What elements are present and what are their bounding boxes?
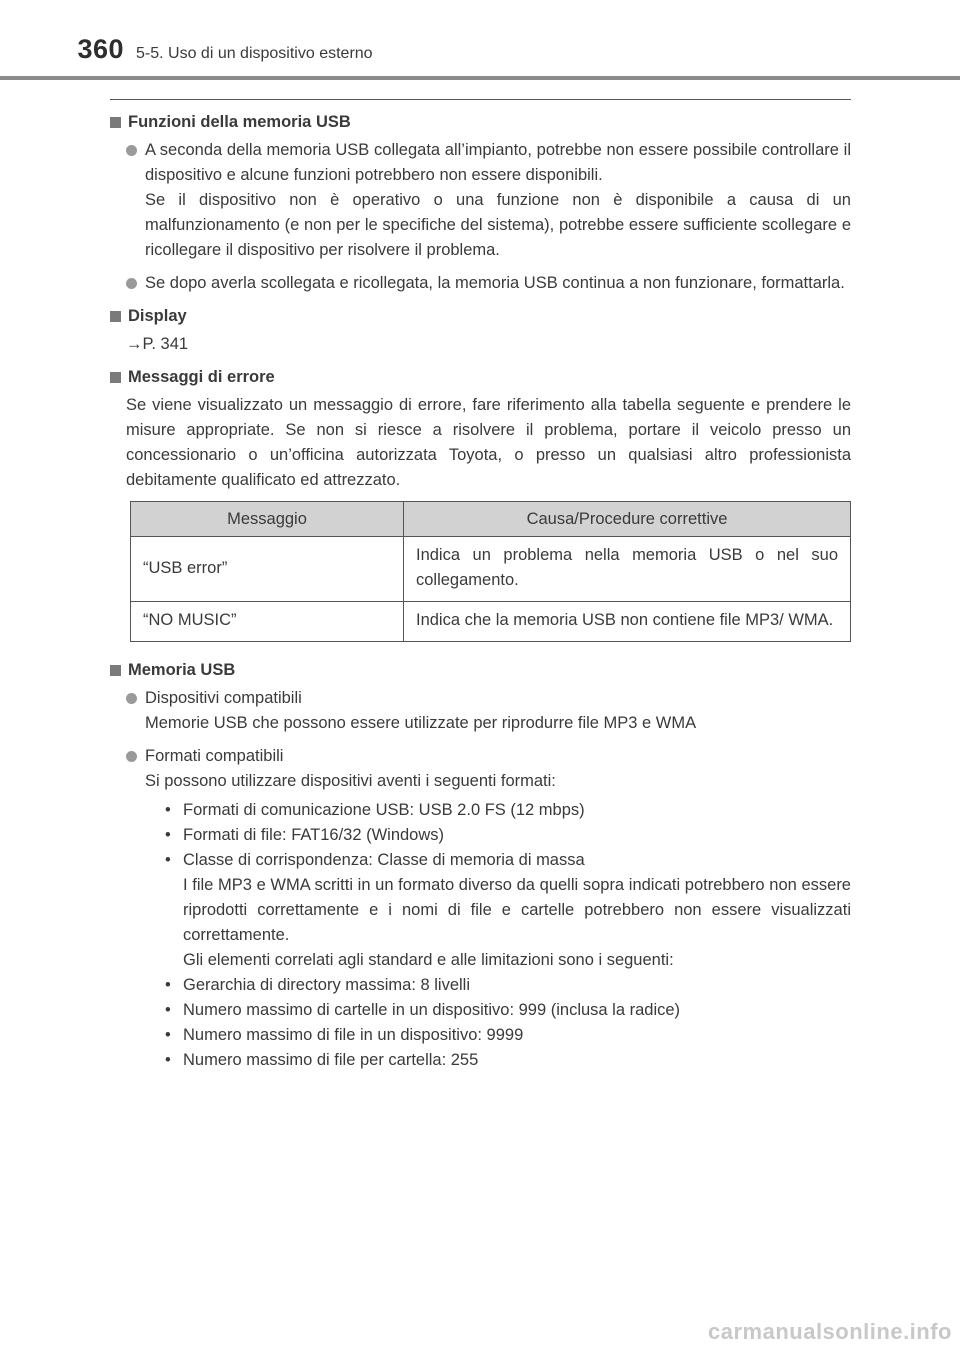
page-content xyxy=(110,110,851,1081)
square-bullet-icon xyxy=(110,311,121,322)
bullet-item xyxy=(110,744,851,1073)
bullet-text: Se dopo averla scollegata e ricollegata, la memoria USB continua a non funzionare, formattarla. xyxy=(145,274,845,292)
section-display xyxy=(110,304,851,357)
table-header-row xyxy=(131,502,851,537)
circle-bullet-icon xyxy=(126,751,137,762)
list-item: • Numero massimo di file in un dispositivo: 9999 xyxy=(165,1026,524,1044)
list-item: • Gerarchia di directory massima: 8 livelli xyxy=(165,976,471,994)
square-bullet-icon xyxy=(110,372,121,383)
page-header xyxy=(0,0,960,80)
bullet-text: A seconda della memoria USB collegata all’impianto, potrebbe non essere possibile controllare il dispositivo e alcune funzioni potrebbero non essere disponibili. xyxy=(145,141,851,184)
list-item: • Formati di file: FAT16/32 (Windows) xyxy=(165,826,445,844)
circle-bullet-icon xyxy=(126,145,137,156)
section-title: Memoria USB xyxy=(128,661,236,679)
list-item: • Numero massimo di cartelle in un dispositivo: 999 (inclusa la radice) xyxy=(165,1001,681,1019)
bullet-item xyxy=(110,271,851,296)
bullet-item xyxy=(110,686,851,736)
bullet-text: Se il dispositivo non è operativo o una funzione non è disponibile a causa di un malfunzionamento (e non per le specifiche del sistema), potrebbe essere sufficiente scollegare e ricollegare il dispositivo per risolvere il problema. xyxy=(145,191,851,259)
list-note: Gli elementi correlati agli standard e alle limitazioni sono i seguenti: xyxy=(183,951,674,969)
section-heading xyxy=(110,658,851,683)
table-cell: Indica che la memoria USB non contiene file MP3/ WMA. xyxy=(404,602,851,642)
section-heading xyxy=(110,304,851,329)
list-note: I file MP3 e WMA scritti in un formato diverso da quelli sopra indicati potrebbero non essere riprodotti correttamente e i nomi di file e cartelle potrebbero non essere visualizzati correttamente. xyxy=(183,876,851,944)
chapter-title: 5-5. Uso di un dispositivo esterno xyxy=(136,45,373,62)
bullet-title: Formati compatibili xyxy=(145,747,284,765)
table-cell: Indica un problema nella memoria USB o nel suo collegamento. xyxy=(404,537,851,602)
watermark: carmanualsonline.info xyxy=(708,1319,952,1344)
content-top-divider xyxy=(110,99,851,100)
header-divider xyxy=(0,76,960,80)
page-number: 360 xyxy=(77,34,124,64)
section-funzioni xyxy=(110,110,851,296)
column-header: Causa/Procedure correttive xyxy=(404,502,851,537)
table-row xyxy=(131,537,851,602)
section-heading xyxy=(110,110,851,135)
section-heading xyxy=(110,365,851,390)
body-paragraph: Se viene visualizzato un messaggio di errore, fare riferimento alla tabella seguente e prendere le misure appropriate. Se non si riesce a risolvere il problema, portare il veicolo presso un concessionario o un’officina autorizzata Toyota, o presso un qualsiasi altro professionista debitamente qualificato ed attrezzato. xyxy=(126,396,851,489)
bullet-text: Memorie USB che possono essere utilizzate per riprodurre file MP3 e WMA xyxy=(145,714,697,732)
bullet-text: Si possono utilizzare dispositivi aventi i seguenti formati: xyxy=(145,772,556,790)
list-item: • Classe di corrispondenza: Classe di memoria di massa I file MP3 e WMA scritti in un formato diverso da quelli sopra indicati potrebbero non essere riprodotti correttamente e i nomi di file e cartelle potrebbero non essere visualizzati correttamente. Gli elementi correlati agli standard e alle limitazioni sono i seguenti: xyxy=(165,848,851,973)
section-title: Display xyxy=(128,307,187,325)
bullet-title: Dispositivi compatibili xyxy=(145,689,302,707)
formats-list xyxy=(145,798,851,1073)
section-title: Messaggi di errore xyxy=(128,368,275,386)
bullet-item xyxy=(110,138,851,263)
square-bullet-icon xyxy=(110,117,121,128)
section-errori xyxy=(110,365,851,642)
section-title: Funzioni della memoria USB xyxy=(128,113,351,131)
list-item: • Formati di comunicazione USB: USB 2.0 FS (12 mbps) xyxy=(165,801,585,819)
circle-bullet-icon xyxy=(126,693,137,704)
page-reference-link[interactable]: →P. 341 xyxy=(126,335,189,353)
error-messages-table xyxy=(130,501,851,642)
table-row xyxy=(131,602,851,642)
table-cell: “USB error” xyxy=(131,537,404,602)
circle-bullet-icon xyxy=(126,278,137,289)
column-header: Messaggio xyxy=(131,502,404,537)
table-cell: “NO MUSIC” xyxy=(131,602,404,642)
section-memoria xyxy=(110,658,851,1073)
square-bullet-icon xyxy=(110,665,121,676)
list-item: • Numero massimo di file per cartella: 255 xyxy=(165,1051,479,1069)
